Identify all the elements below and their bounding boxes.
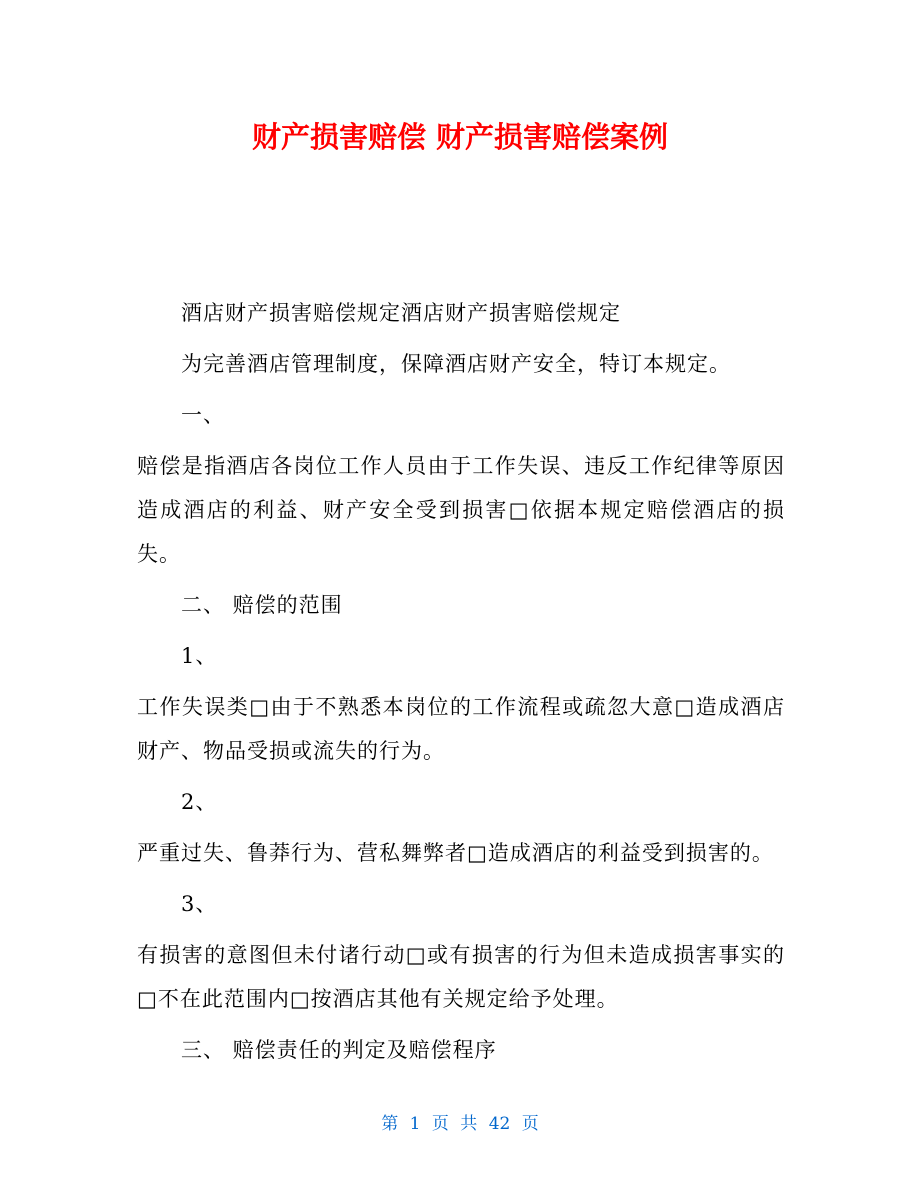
paragraph-heading: 酒店财产损害赔偿规定酒店财产损害赔偿规定 (181, 301, 621, 325)
section-heading-3: 三、 赔偿责任的判定及赔偿程序 (181, 1038, 497, 1062)
paragraph-item-2: 严重过失、鲁莽行为、营私舞弊者□造成酒店的利益受到损害的。 (137, 841, 774, 865)
item-number-2: 2、 (181, 790, 218, 814)
item-number-3: 3、 (181, 892, 218, 916)
item-number-1: 1、 (181, 644, 218, 668)
document-body (137, 291, 785, 1079)
paragraph-item-1: 工作失误类□由于不熟悉本岗位的工作流程或疏忽大意□造成酒店财产、物品受损或流失的行为。 (137, 695, 785, 763)
document-title: 财产损害赔偿 财产损害赔偿案例 (251, 120, 669, 154)
paragraph-definition: 赔偿是指酒店各岗位工作人员由于工作失误、违反工作纪律等原因造成酒店的利益、财产安全受到损害□依据本规定赔偿酒店的损失。 (137, 454, 785, 566)
paragraph-intro: 为完善酒店管理制度，保障酒店财产安全，特订本规定。 (181, 352, 731, 376)
section-heading-2: 二、 赔偿的范围 (181, 593, 343, 617)
section-number-1: 一、 (181, 403, 225, 427)
page-footer: 第 1 页 共 42 页 (381, 1114, 539, 1134)
paragraph-item-3: 有损害的意图但未付诸行动□或有损害的行为但未造成损害事实的□不在此范围内□按酒店其他有关规定给予处理。 (137, 943, 785, 1011)
